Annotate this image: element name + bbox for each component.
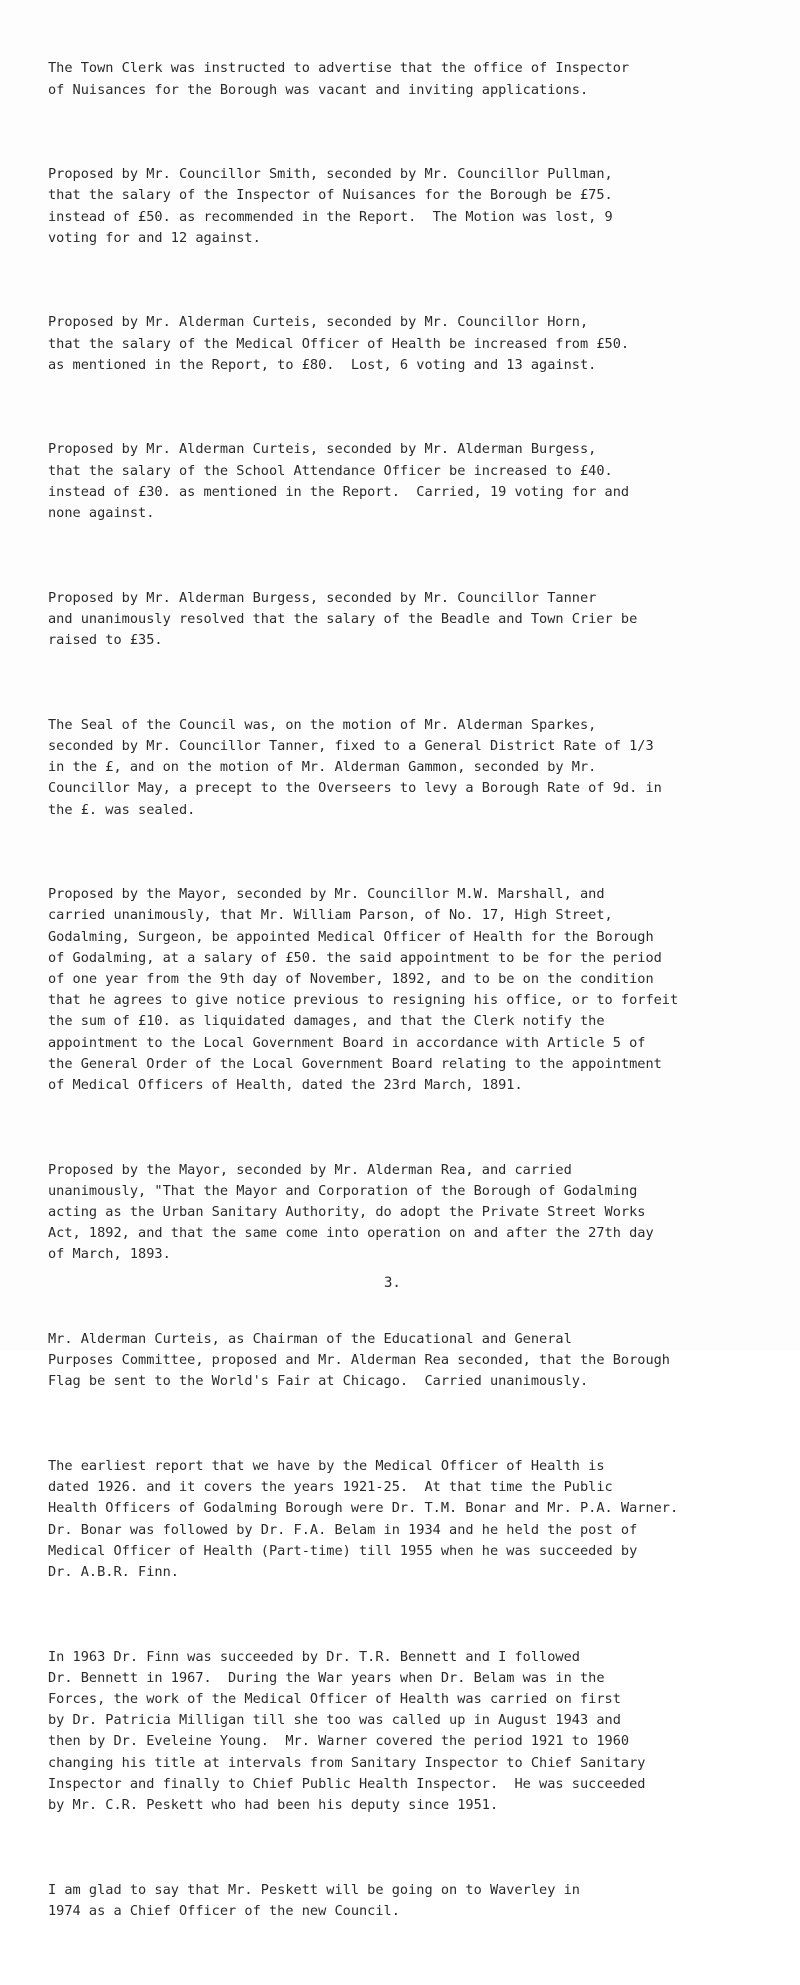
paragraph-school-attendance-officer-motion: Proposed by Mr. Alderman Curteis, seconded by Mr. Alderman Burgess, that the salary of the School Attendance Officer be increased to £40. instead of £30. as mentioned in the Report. Carried, 19 voting for and none against.	[48, 441, 630, 522]
paragraph-medical-officer-appointment: Proposed by the Mayor, seconded by Mr. Councillor M.W. Marshall, and carried unanimously, that Mr. William Parson, of No. 17, High Street, Godalming, Surgeon, be appointed Medical Officer of Health for the Borough of Godalming, at a salary of £50. the said appointment to be for the period of one year from the 9th day of November, 1892, and to be on the condition that he agrees to give notice previous to resigning his office, or to forfeit the sum of £10. as liquidated damages, and that the Clerk notify the appointment to the Local Government Board in accordance with Article 5 of the General Order of the Local Government Board relating to the appointment of Medical Officers of Health, dated the 23rd March, 1891.	[48, 886, 679, 1093]
paragraph-inspector-salary-motion: Proposed by Mr. Councillor Smith, seconded by Mr. Councillor Pullman, that the salary of the Inspector of Nuisances for the Borough be £75. instead of £50. as recommended in the Report. The Motion was lost, 9 voting for and 12 against.	[48, 166, 613, 246]
paragraph-inspector-of-nuisances-advert: The Town Clerk was instructed to advertise that the office of Inspector of Nuisances for the Borough was vacant and inviting applications.	[48, 60, 630, 98]
paragraph-peskett-waverley: I am glad to say that Mr. Peskett will be going on to Waverley in 1974 as a Chief Officer of the new Council.	[48, 1881, 580, 1919]
paragraph-medical-officer-salary-motion: Proposed by Mr. Alderman Curteis, seconded by Mr. Councillor Horn, that the salary of the Medical Officer of Health be increased from £50. as mentioned in the Report, to £80. Lost, 6 voting and 13 against.	[48, 314, 630, 373]
paragraph-beadle-town-crier-salary: Proposed by Mr. Alderman Burgess, seconded by Mr. Councillor Tanner and unanimously resolved that the salary of the Beadle and Town Crier be raised to £35.	[48, 589, 638, 649]
paragraph-earliest-report: The earliest report that we have by the Medical Officer of Health is dated 1926. and it covers the years 1921-25. At that time the Public Health Officers of Godalming Borough were Dr. T.M. Bonar and Mr. P.A. Warner. Dr. Bonar was followed by Dr. F.A. Belam in 1934 and he held the post of Medical Officer of Health (Part-time) till 1955 when he was succeeded by Dr. A.B.R. Finn.	[48, 1457, 679, 1580]
paragraph-borough-flag-chicago: Mr. Alderman Curteis, as Chairman of the Educational and General Purposes Committee, proposed and Mr. Alderman Rea seconded, that the Borough Flag be sent to the World's Fair at Chicago. Carried unanimously.	[48, 1330, 670, 1390]
paragraph-succession-of-officers: In 1963 Dr. Finn was succeeded by Dr. T.R. Bennett and I followed Dr. Bennett in 1967. During the War years when Dr. Belam was in the Forces, the work of the Medical Officer of Health was carried on first by Dr. Patricia Milligan till she too was called up in August 1943 and then by Dr. Eveleine Young. Mr. Warner covered the period 1921 to 1960 changing his title at intervals from Sanitary Inspector to Chief Sanitary Inspector and finally to Chief Public Health Inspector. He was succeeded by Mr. C.R. Peskett who had been his deputy since 1951.	[48, 1648, 646, 1814]
document-body	[48, 16, 796, 1985]
page-number: 3.	[384, 1275, 401, 1291]
paragraph-private-street-works-act: Proposed by the Mayor, seconded by Mr. Alderman Rea, and carried unanimously, "That the Mayor and Corporation of the Borough of Godalming acting as the Urban Sanitary Authority, do adopt the Private Street Works Act, 1892, and that the same come into operation on and after the 27th day of March, 1893.	[48, 1161, 654, 1263]
paragraph-council-seal-rates: The Seal of the Council was, on the motion of Mr. Alderman Sparkes, seconded by Mr. Councillor Tanner, fixed to a General District Rate of 1/3 in the £, and on the motion of Mr. Alderman Gammon, seconded by Mr. Councillor May, a precept to the Overseers to levy a Borough Rate of 9d. in the £. was sealed.	[48, 716, 662, 818]
